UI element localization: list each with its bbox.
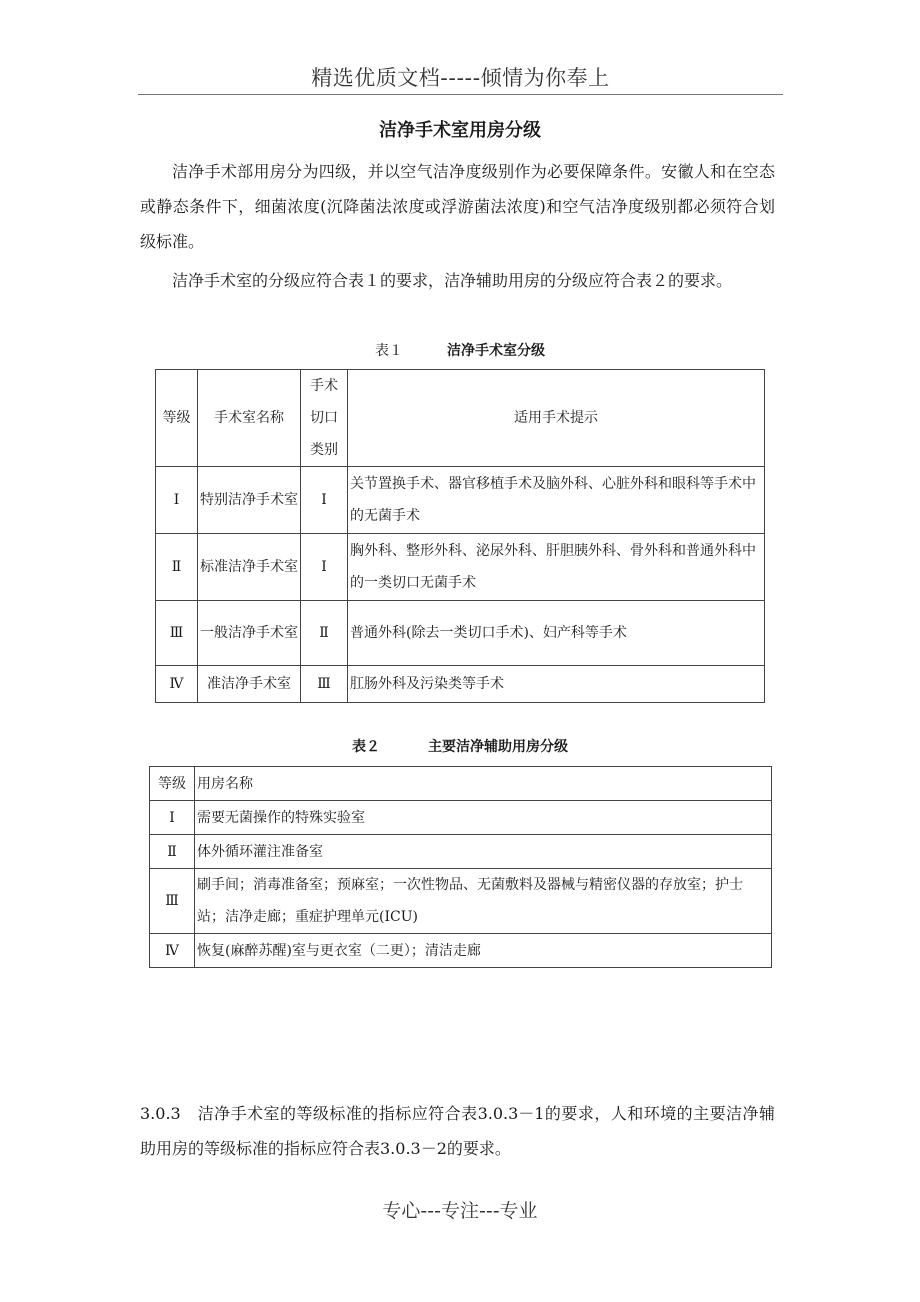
grade-cell: Ⅰ	[156, 467, 198, 534]
table1-caption-number: 表１	[375, 343, 403, 359]
auxiliary-room-grade-table	[149, 766, 772, 968]
cut-category-cell: Ⅰ	[301, 534, 348, 601]
grade-cell: Ⅲ	[150, 869, 195, 934]
cut-category-cell: Ⅰ	[301, 467, 348, 534]
grade-cell: Ⅳ	[150, 934, 195, 968]
room-name-cell: 一般洁净手术室	[198, 601, 301, 666]
surgery-hint-cell: 普通外科(除去一类切口手术)、妇产科等手术	[348, 601, 765, 666]
table-header-row	[150, 767, 772, 801]
room-name-cell: 刷手间；消毒准备室；预麻室；一次性物品、无菌敷料及器械与精密仪器的存放室；护士站；洁净走廊；重症护理单元(ICU)	[195, 869, 772, 934]
surgery-hint-cell: 关节置换手术、器官移植手术及脑外科、心脏外科和眼科等手术中的无菌手术	[348, 467, 765, 534]
page-header: 精选优质文档-----倾情为你奉上	[311, 66, 610, 90]
paragraph-section-3-0-3: 3.0.3 洁净手术室的等级标准的指标应符合表3.0.3－1的要求，人和环境的主要洁净辅助用房的等级标准的指标应符合表3.0.3－2的要求。	[140, 1104, 775, 1158]
table2-caption	[0, 736, 920, 756]
table-header-row	[156, 370, 765, 467]
table2-caption-number: 表２	[352, 739, 380, 755]
table-row	[150, 801, 772, 835]
header-cut-category: 手术切口类别	[301, 370, 348, 467]
room-name-cell: 体外循环灌注准备室	[195, 835, 772, 869]
grade-cell: Ⅲ	[156, 601, 198, 666]
grade-cell: Ⅱ	[156, 534, 198, 601]
header-divider	[138, 94, 783, 95]
document-title: 洁净手术室用房分级	[379, 120, 541, 141]
table-row	[150, 835, 772, 869]
cut-category-cell: Ⅲ	[301, 666, 348, 703]
header-grade: 等级	[156, 370, 198, 467]
room-name-cell: 恢复(麻醉苏醒)室与更衣室（二更）；清洁走廊	[195, 934, 772, 968]
grade-cell: Ⅰ	[150, 801, 195, 835]
grade-cell: Ⅱ	[150, 835, 195, 869]
header-room-name: 手术室名称	[198, 370, 301, 467]
surgery-hint-cell: 胸外科、整形外科、泌尿外科、肝胆胰外科、骨外科和普通外科中的一类切口无菌手术	[348, 534, 765, 601]
room-name-cell: 准洁净手术室	[198, 666, 301, 703]
paragraph-table-reference: 洁净手术室的分级应符合表１的要求，洁净辅助用房的分级应符合表２的要求。	[172, 271, 733, 290]
header-room-name: 用房名称	[195, 767, 772, 801]
header-grade: 等级	[150, 767, 195, 801]
table-row	[156, 666, 765, 703]
table2-caption-title: 主要洁净辅助用房分级	[428, 739, 568, 755]
room-name-cell: 特别洁净手术室	[198, 467, 301, 534]
table-row	[150, 869, 772, 934]
room-name-cell: 标准洁净手术室	[198, 534, 301, 601]
table-row	[156, 601, 765, 666]
grade-cell: Ⅳ	[156, 666, 198, 703]
cut-category-cell: Ⅱ	[301, 601, 348, 666]
surgery-hint-cell: 肛肠外科及污染类等手术	[348, 666, 765, 703]
table-row	[150, 934, 772, 968]
table-row	[156, 534, 765, 601]
table1-caption-title: 洁净手术室分级	[447, 343, 545, 359]
paragraph-intro: 洁净手术部用房分为四级，并以空气洁净度级别作为必要保障条件。安徽人和在空态或静态条件下，细菌浓度(沉降菌法浓度或浮游菌法浓度)和空气洁净度级别都必须符合划级标准。	[140, 162, 775, 251]
header-surgery-hint: 适用手术提示	[348, 370, 765, 467]
operating-room-grade-table	[155, 369, 765, 703]
room-name-cell: 需要无菌操作的特殊实验室	[195, 801, 772, 835]
table-row	[156, 467, 765, 534]
table1-caption	[0, 340, 920, 360]
page-footer: 专心---专注---专业	[382, 1200, 538, 1222]
